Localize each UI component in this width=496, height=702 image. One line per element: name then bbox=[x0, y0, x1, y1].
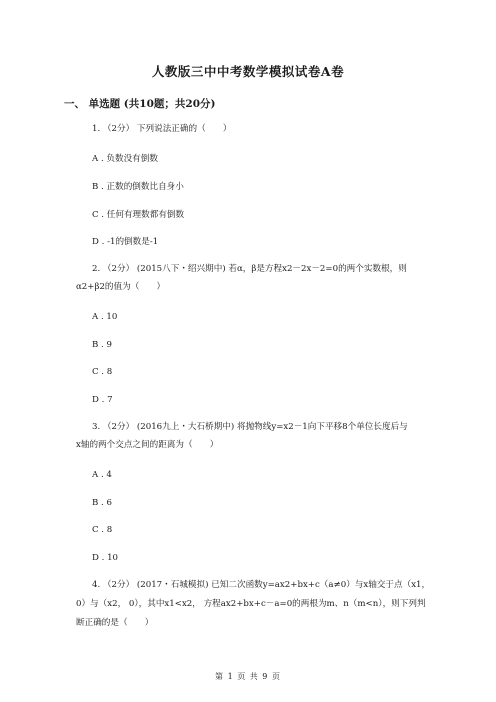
question-1-option-d: D . -1的倒数是-1 bbox=[92, 237, 159, 247]
question-3-option-a: A . 4 bbox=[92, 470, 112, 480]
question-3-stem-line-2: x轴的两个交点之间的距离为（ ） bbox=[76, 440, 219, 450]
question-1-stem: 1. （2分） 下列说法正确的（ ） bbox=[92, 124, 232, 134]
question-2-option-c: C . 8 bbox=[92, 367, 113, 377]
question-3-option-c: C . 8 bbox=[92, 525, 113, 535]
question-2-stem-line-1: 2. （2分） (2015八下・绍兴期中) 若α，β是方程x2－2x－2=0的两个实数根，则 bbox=[92, 264, 407, 274]
question-2-stem-line-2: α2+β2的值为（ ） bbox=[76, 282, 166, 292]
page-footer: 第 1 页 共 9 页 bbox=[215, 672, 281, 681]
section-heading: 一、 单选题 (共10题；共20分) bbox=[64, 98, 216, 110]
question-3-option-b: B . 6 bbox=[92, 498, 112, 508]
question-1-option-b: B . 正数的倒数比自身小 bbox=[92, 182, 184, 192]
question-2-option-a: A . 10 bbox=[92, 312, 118, 322]
question-3-option-d: D . 10 bbox=[92, 553, 119, 563]
question-2-option-b: B . 9 bbox=[92, 340, 112, 350]
question-4-stem-line-2: 0）与（x2， 0），其中x1<x2， 方程ax2+bx+c－a=0的两根为m、n（m<n），则下列判 bbox=[76, 599, 426, 609]
question-4-stem-line-1: 4. （2分） (2017・石城模拟) 已知二次函数y=ax2+bx+c（a≠0）与x轴交于点（x1， bbox=[92, 580, 431, 590]
page-title: 人教版三中中考数学模拟试卷A卷 bbox=[151, 64, 345, 79]
question-2-option-d: D . 7 bbox=[92, 395, 113, 405]
question-1-option-c: C . 任何有理数都有倒数 bbox=[92, 210, 185, 220]
question-3-stem-line-1: 3. （2分） (2016九上・大石桥期中) 将抛物线y=x2－1向下平移8个单位长度后与 bbox=[92, 422, 408, 432]
question-4-stem-line-3: 断正确的是（ ） bbox=[76, 618, 154, 628]
question-1-option-a: A . 负数没有倒数 bbox=[92, 154, 158, 164]
